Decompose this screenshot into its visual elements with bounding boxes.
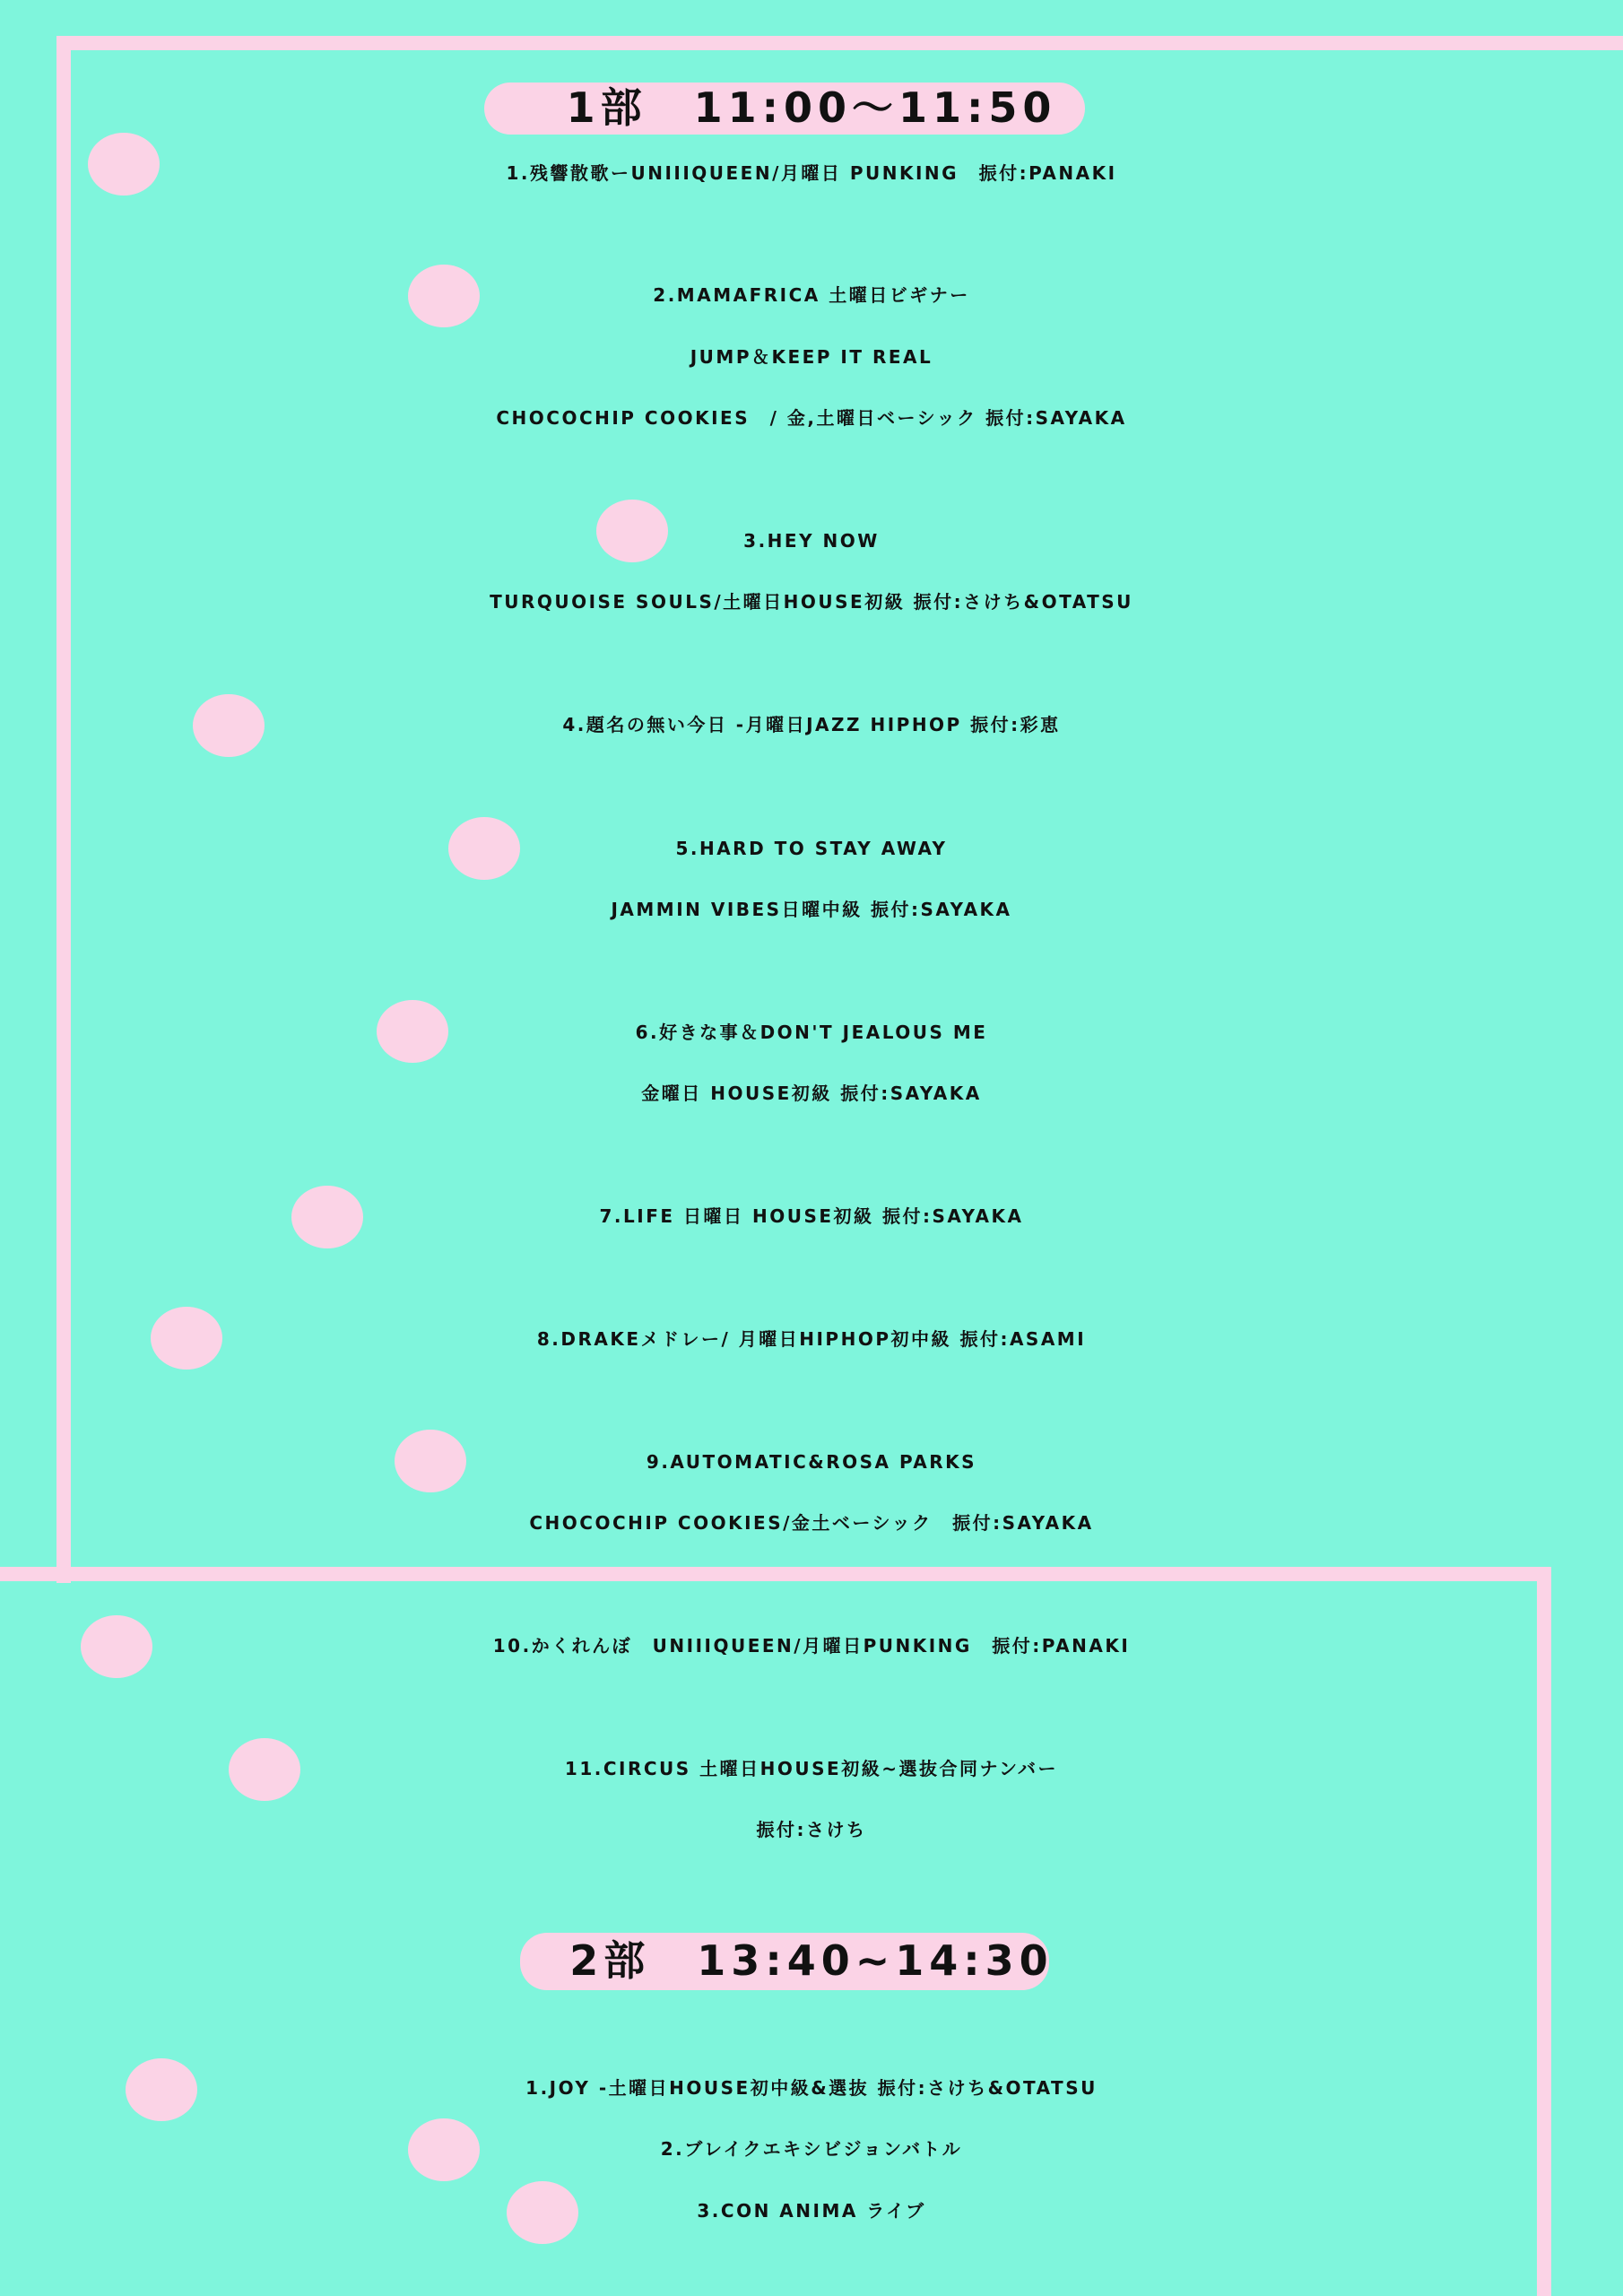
program-item-3-line-2: TURQUOISE SOULS/土曜日HOUSE初級 振付:さけち&OTATSU [490, 591, 1133, 613]
program-item-6-line-2: 金曜日 HOUSE初級 振付:SAYAKA [641, 1083, 982, 1104]
program-item-9-line-1: 9.AUTOMATIC&ROSA PARKS [646, 1451, 977, 1473]
program-item-3-line-1: 3.HEY NOW [743, 530, 880, 552]
part1-heading: 1部 11:00～11:50 [566, 83, 1057, 132]
frame-top-bar [56, 36, 1623, 50]
program-item-8-line-1: 8.DRAKEメドレー/ 月曜日HIPHOP初中級 振付:ASAMI [536, 1328, 1087, 1350]
frame-right-bar [1537, 1567, 1551, 2296]
program2-item-1-line-1: 1.JOY -土曜日HOUSE初中級&選抜 振付:さけち&OTATSU [525, 2077, 1098, 2099]
program-item-4-line-1: 4.題名の無い今日 -月曜日JAZZ HIPHOP 振付:彩恵 [562, 714, 1061, 735]
program-item-2-line-3: CHOCOCHIP COOKIES / 金,土曜日ベーシック 振付:SAYAKA [496, 407, 1127, 429]
program-item-5-line-2: JAMMIN VIBES日曜中級 振付:SAYAKA [611, 899, 1012, 920]
program-item-2-line-1: 2.MAMAFRICA 土曜日ビギナー [653, 284, 970, 306]
part2-heading: 2部 13:40~14:30 [569, 1936, 1054, 1985]
program-item-7-line-1: 7.LIFE 日曜日 HOUSE初級 振付:SAYAKA [599, 1205, 1024, 1227]
program2-item-2-line-1: 2.ブレイクエキシビジョンバトル [660, 2138, 963, 2160]
frame-middle-bar [0, 1567, 1551, 1581]
program2-item-3-line-1: 3.CON ANIMA ライブ [697, 2200, 926, 2222]
program-item-9-line-2: CHOCOCHIP COOKIES/金土ベーシック 振付:SAYAKA [529, 1512, 1094, 1534]
program-item-1-line-1: 1.残響散歌ーUNIIIQUEEN/月曜日 PUNKING 振付:PANAKI [506, 162, 1117, 184]
program-item-5-line-1: 5.HARD TO STAY AWAY [675, 838, 948, 859]
program-item-6-line-1: 6.好きな事＆DON'T JEALOUS ME [635, 1022, 988, 1043]
program-item-11-line-1: 11.CIRCUS 土曜日HOUSE初級~選抜合同ナンバー [564, 1758, 1059, 1779]
program-item-2-line-2: JUMP＆KEEP IT REAL [690, 346, 933, 368]
program-item-10-line-1: 10.かくれんぼ UNIIIQUEEN/月曜日PUNKING 振付:PANAKI [492, 1635, 1131, 1657]
program-item-11-line-2: 振付:さけち [756, 1819, 867, 1840]
